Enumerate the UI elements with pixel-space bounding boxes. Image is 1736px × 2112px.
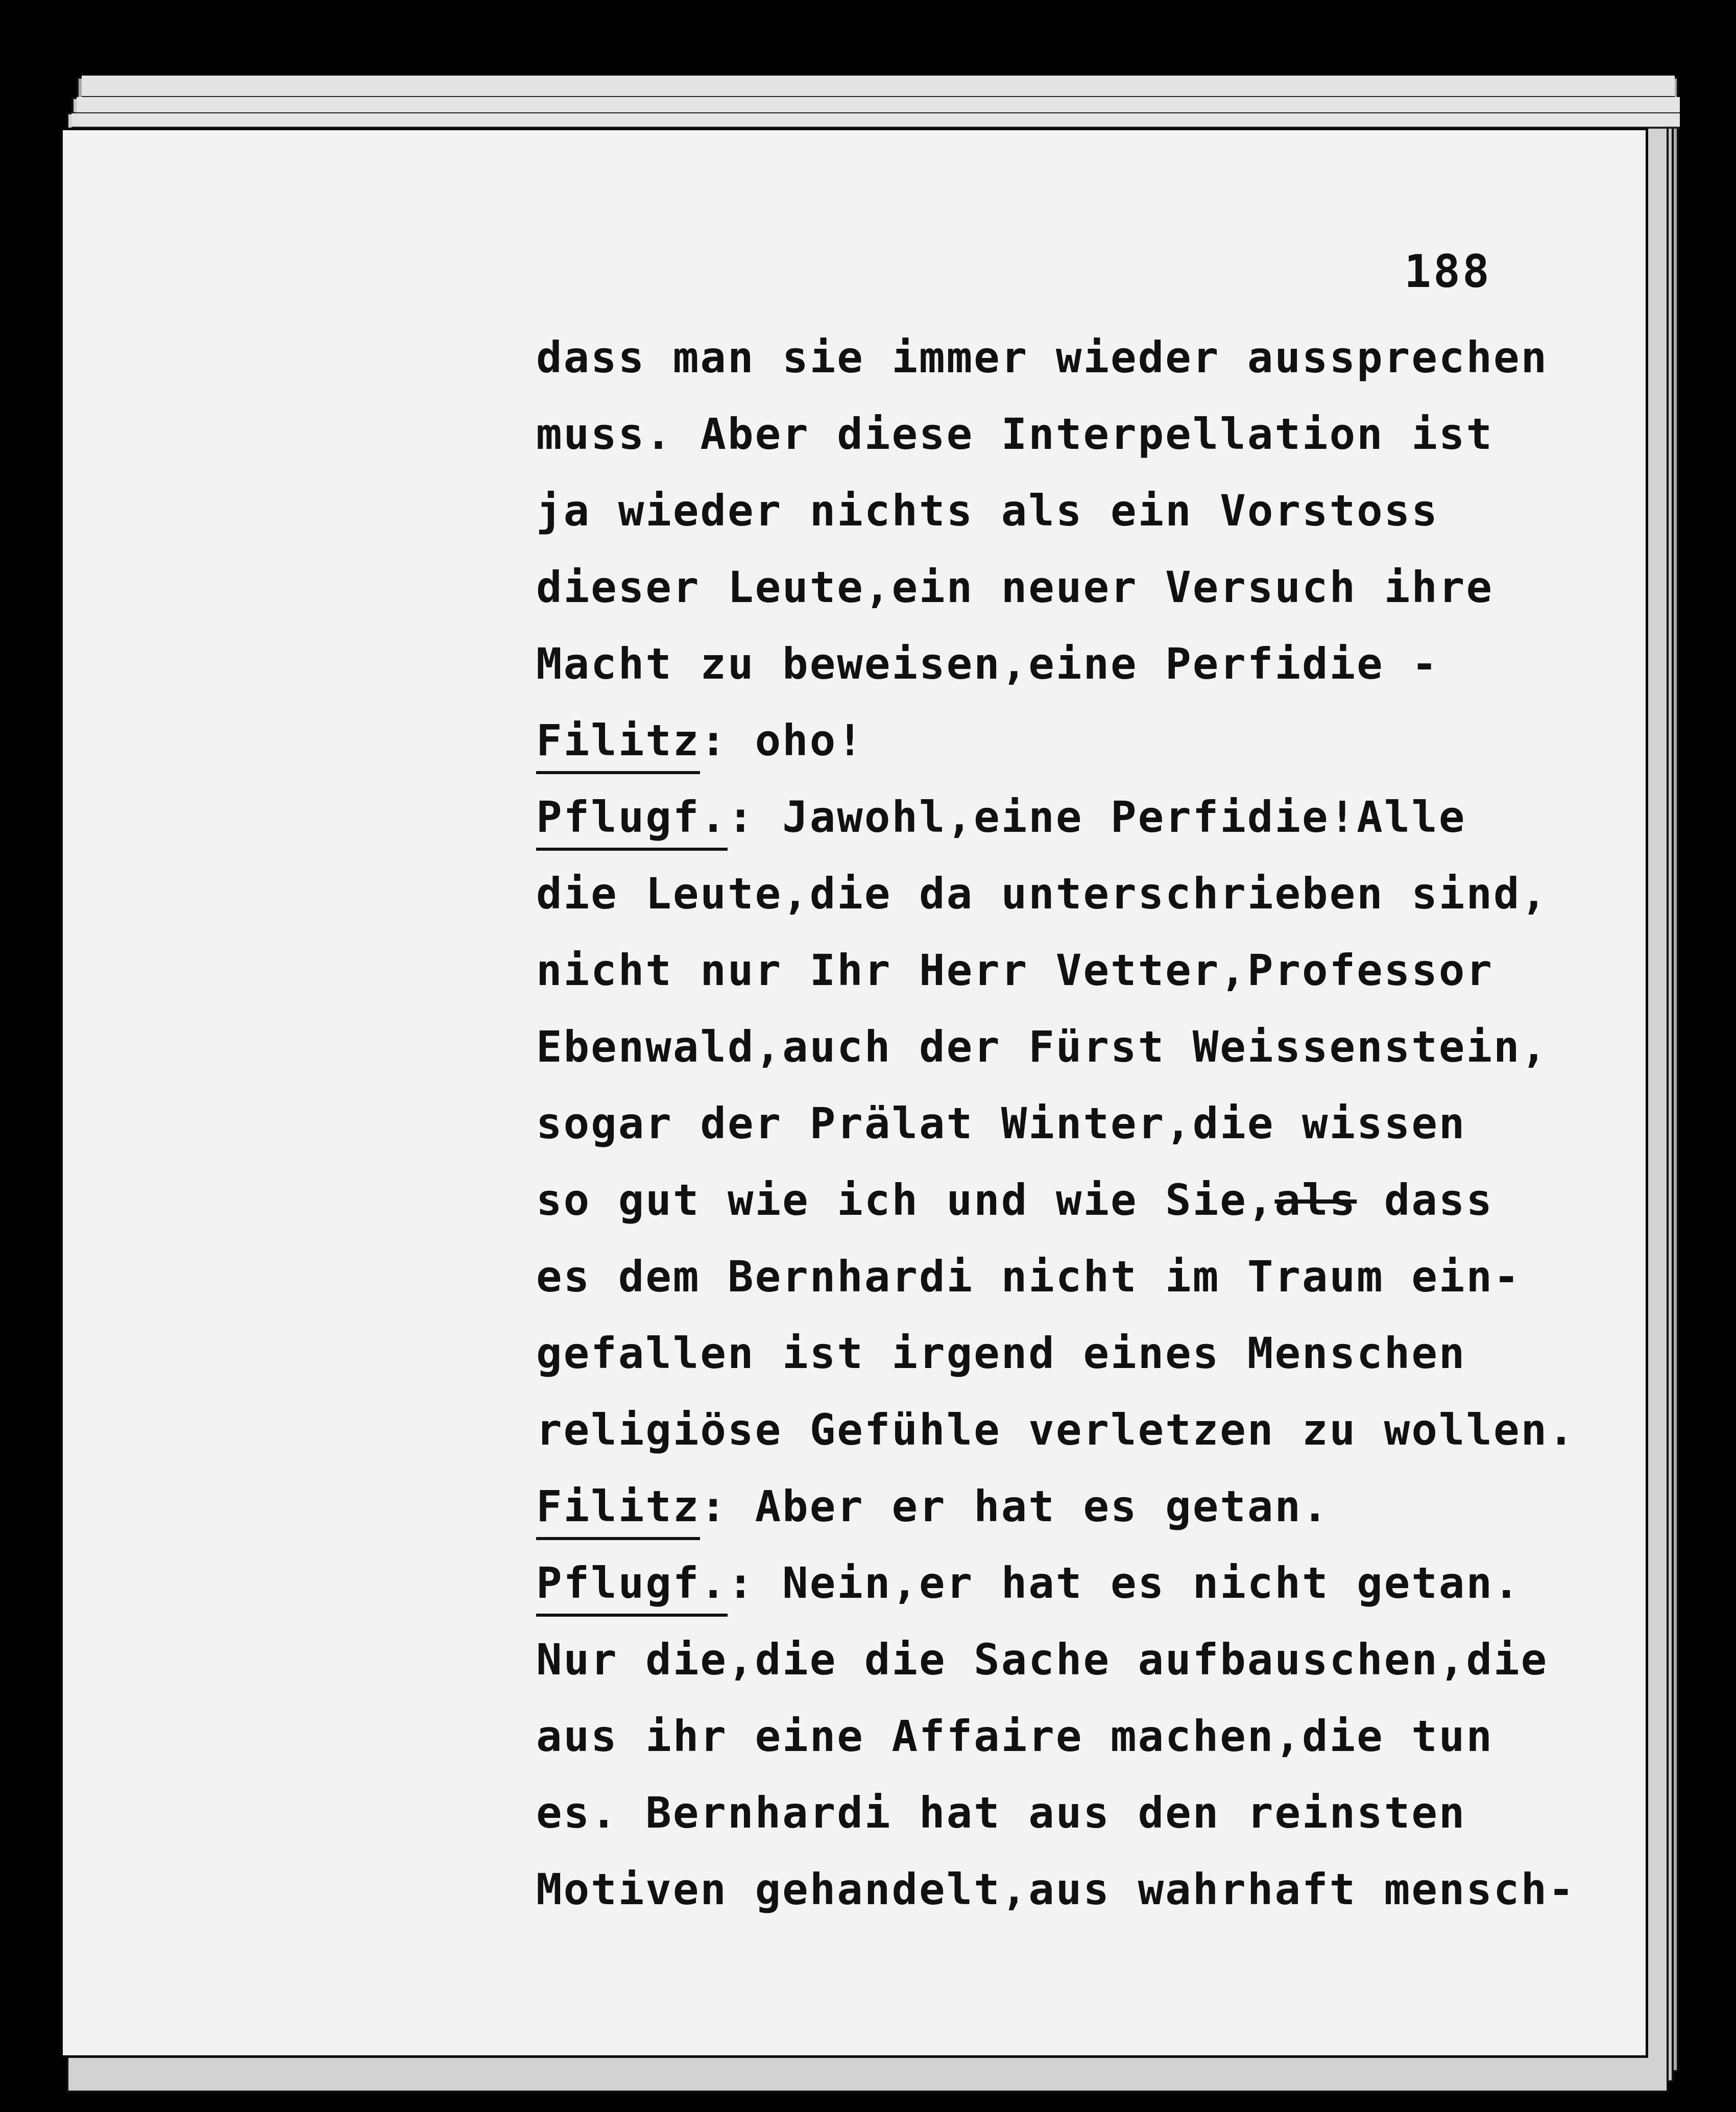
speaker-name: Filitz [536,719,700,774]
page-number: 188 [1404,245,1491,298]
text-segment: dass [1357,1175,1494,1225]
text-line: muss. Aber diese Interpellation ist [536,409,1494,459]
sheet-edge [71,113,1680,129]
text-line: es dem Bernhardi nicht im Traum ein- [536,1252,1521,1302]
struck-word: als [1274,1175,1357,1225]
text-line: Nur die,die die Sache aufbauschen,die [536,1635,1549,1685]
text-line: aus ihr eine Affaire machen,die tun [536,1711,1494,1761]
dialogue-line [536,1468,1557,1545]
sheet-edge [82,76,1675,98]
text-line: Macht zu beweisen,eine Perfidie - [536,639,1439,689]
dialogue-text: : Jawohl,eine Perfidie!Alle [728,792,1466,842]
speaker-name: Pflugf. [536,1562,728,1617]
dialogue-line [536,702,1557,779]
text-line: dass man sie immer wieder aussprechen [536,332,1549,382]
dialogue-text: : Aber er hat es getan. [700,1481,1330,1531]
speaker-name: Pflugf. [536,796,728,851]
dialogue-line [536,1545,1557,1621]
dialogue-text: : Nein,er hat es nicht getan. [728,1558,1521,1608]
text-line: sogar der Prälat Winter,die wissen [536,1098,1466,1148]
speaker-name: Filitz [536,1485,700,1540]
text-line: Motiven gehandelt,aus wahrhaft mensch- [536,1864,1576,1914]
text-line: die Leute,die da unterschrieben sind, [536,869,1549,919]
text-line-with-strikeout [536,1162,1557,1238]
text-line: es. Bernhardi hat aus den reinsten [536,1788,1466,1838]
sheet-edge [77,97,1680,114]
text-line: gefallen ist irgend eines Menschen [536,1328,1466,1378]
text-line: religiöse Gefühle verletzen zu wollen. [536,1405,1576,1455]
typescript-body [536,319,1576,1928]
text-line: dieser Leute,ein neuer Versuch ihre [536,562,1494,612]
text-line: Ebenwald,auch der Fürst Weissenstein, [536,1022,1549,1072]
dialogue-text: : oho! [700,715,864,765]
text-line: ja wieder nichts als ein Vorstoss [536,486,1439,536]
text-line: nicht nur Ihr Herr Vetter,Professor [536,945,1494,995]
dialogue-line [536,779,1557,855]
text-segment: so gut wie ich und wie Sie, [536,1175,1275,1225]
